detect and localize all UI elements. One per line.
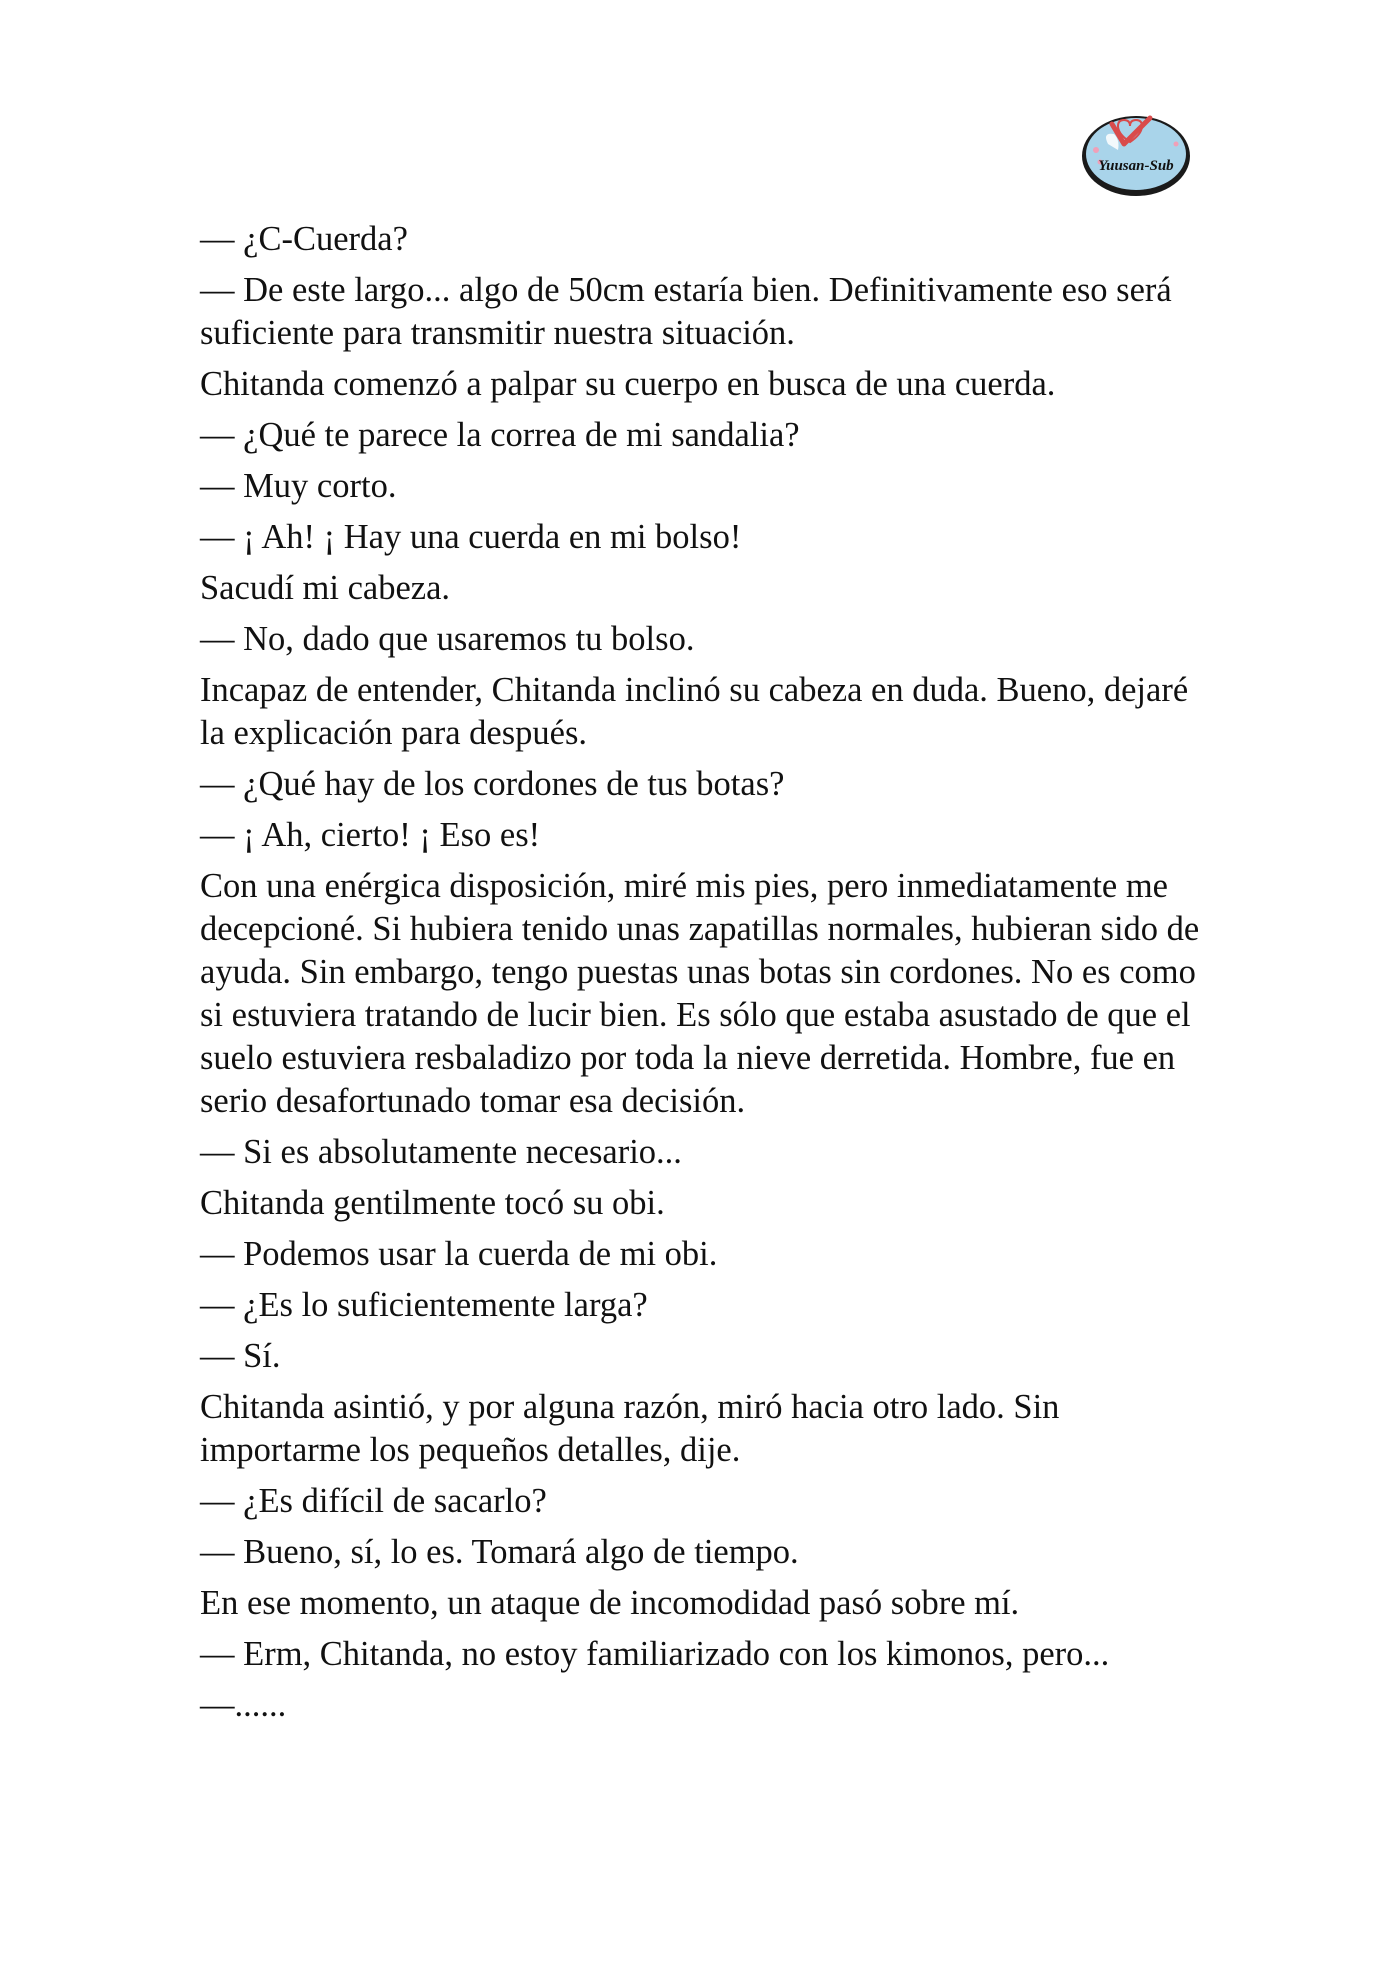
paragraph: — De este largo... algo de 50cm estaría bien. Definitivamente eso será suficiente para transmitir nuestra situación. <box>200 271 1172 352</box>
text-body <box>200 218 1200 1735</box>
paragraph: — ¡ Ah, cierto! ¡ Eso es! <box>200 816 541 854</box>
paragraph: Chitanda gentilmente tocó su obi. <box>200 1184 665 1222</box>
paragraph: —...... <box>200 1686 287 1724</box>
paragraph: Sacudí mi cabeza. <box>200 569 451 607</box>
paragraph: Chitanda comenzó a palpar su cuerpo en busca de una cuerda. <box>200 365 1056 403</box>
paragraph: — Erm, Chitanda, no estoy familiarizado con los kimonos, pero... <box>200 1635 1110 1673</box>
paragraph: — Sí. <box>200 1337 281 1375</box>
logo-text: Yuusan-Sub <box>1098 158 1174 174</box>
logo-badge-icon <box>1078 104 1194 200</box>
paragraph: Chitanda asintió, y por alguna razón, miró hacia otro lado. Sin importarme los pequeños detalles, dije. <box>200 1388 1060 1469</box>
paragraph: — No, dado que usaremos tu bolso. <box>200 620 695 658</box>
paragraph: Con una enérgica disposición, miré mis pies, pero inmediatamente me decepcioné. Si hubiera tenido unas zapatillas normales, hubieran sido de ayuda. Sin embargo, tengo puestas unas botas sin cordones. No es como si estuviera tratando de lucir bien. Es sólo que estaba asustado de que el suelo estuviera resbaladizo por toda la nieve derretida. Hombre, fue en serio desafortunado tomar esa decisión. <box>200 867 1200 1120</box>
paragraph: — ¡ Ah! ¡ Hay una cuerda en mi bolso! <box>200 518 742 556</box>
paragraph: En ese momento, un ataque de incomodidad pasó sobre mí. <box>200 1584 1020 1622</box>
paragraph: — Bueno, sí, lo es. Tomará algo de tiempo. <box>200 1533 799 1571</box>
paragraph: — ¿Qué hay de los cordones de tus botas? <box>200 765 785 803</box>
paragraph: — ¿Qué te parece la correa de mi sandalia? <box>200 416 800 454</box>
yuusan-sub-logo <box>1078 104 1194 200</box>
paragraph: — ¿C-Cuerda? <box>200 220 408 258</box>
paragraph: Incapaz de entender, Chitanda inclinó su cabeza en duda. Bueno, dejaré la explicación para después. <box>200 671 1189 752</box>
paragraph: — ¿Es difícil de sacarlo? <box>200 1482 547 1520</box>
paragraph: — Podemos usar la cuerda de mi obi. <box>200 1235 718 1273</box>
paragraph: — Muy corto. <box>200 467 397 505</box>
paragraph: — ¿Es lo suficientemente larga? <box>200 1286 648 1324</box>
paragraph: — Si es absolutamente necesario... <box>200 1133 682 1171</box>
